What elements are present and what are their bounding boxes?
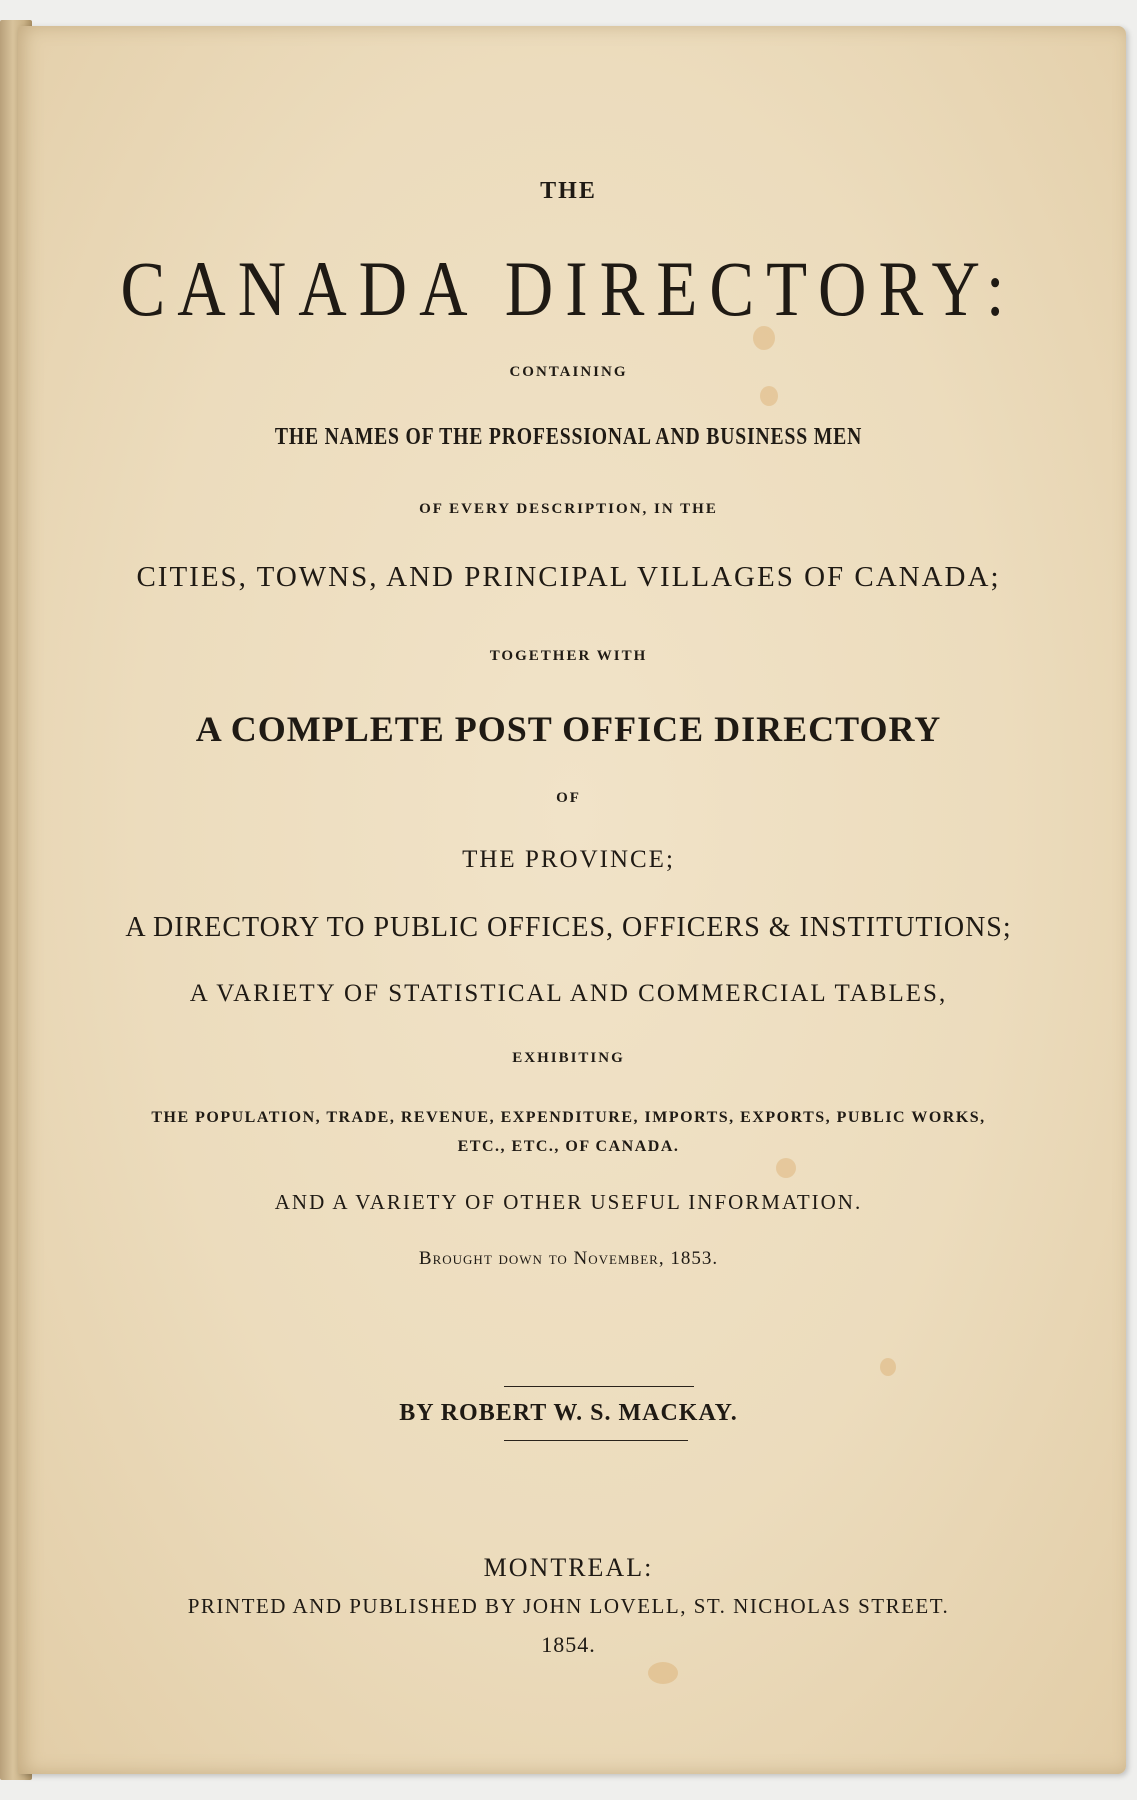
title-the: THE bbox=[540, 178, 597, 204]
public-offices-line: A DIRECTORY TO PUBLIC OFFICES, OFFICERS & INSTITUTIONS; bbox=[125, 912, 1012, 943]
page-title: CANADA DIRECTORY: bbox=[120, 245, 1017, 332]
etc-line: ETC., ETC., OF CANADA. bbox=[457, 1138, 680, 1155]
city-line: MONTREAL: bbox=[483, 1553, 654, 1582]
containing-text: CONTAINING bbox=[509, 364, 628, 380]
foxing-spot bbox=[776, 1158, 796, 1178]
every-description-text: OF EVERY DESCRIPTION, IN THE bbox=[419, 501, 718, 517]
foxing-spot bbox=[880, 1358, 896, 1376]
cities-line: CITIES, TOWNS, AND PRINCIPAL VILLAGES OF CANADA; bbox=[136, 561, 1001, 593]
author-line: BY ROBERT W. S. MACKAY. bbox=[399, 1400, 738, 1426]
publisher-line: PRINTED AND PUBLISHED BY JOHN LOVELL, ST. NICHOLAS STREET. bbox=[187, 1594, 950, 1618]
together-with-text: TOGETHER WITH bbox=[489, 648, 648, 664]
useful-info-line: AND A VARIETY OF OTHER USEFUL INFORMATION. bbox=[274, 1190, 863, 1214]
names-line: THE NAMES OF THE PROFESSIONAL AND BUSINESS MEN bbox=[274, 424, 863, 450]
exhibiting-text: EXHIBITING bbox=[512, 1050, 625, 1066]
population-line: THE POPULATION, TRADE, REVENUE, EXPENDITURE, IMPORTS, EXPORTS, PUBLIC WORKS, bbox=[151, 1109, 986, 1126]
foxing-spot bbox=[648, 1662, 678, 1684]
divider-top bbox=[504, 1386, 694, 1387]
brought-down-line: Brought down to November, 1853. bbox=[418, 1248, 719, 1269]
post-office-heading: A COMPLETE POST OFFICE DIRECTORY bbox=[195, 709, 942, 749]
year-line: 1854. bbox=[541, 1632, 596, 1657]
of-text: OF bbox=[556, 790, 581, 806]
province-line: THE PROVINCE; bbox=[462, 846, 675, 873]
foxing-spot bbox=[760, 386, 778, 406]
statistical-line: A VARIETY OF STATISTICAL AND COMMERCIAL TABLES, bbox=[189, 980, 948, 1007]
divider-bottom bbox=[504, 1440, 688, 1441]
